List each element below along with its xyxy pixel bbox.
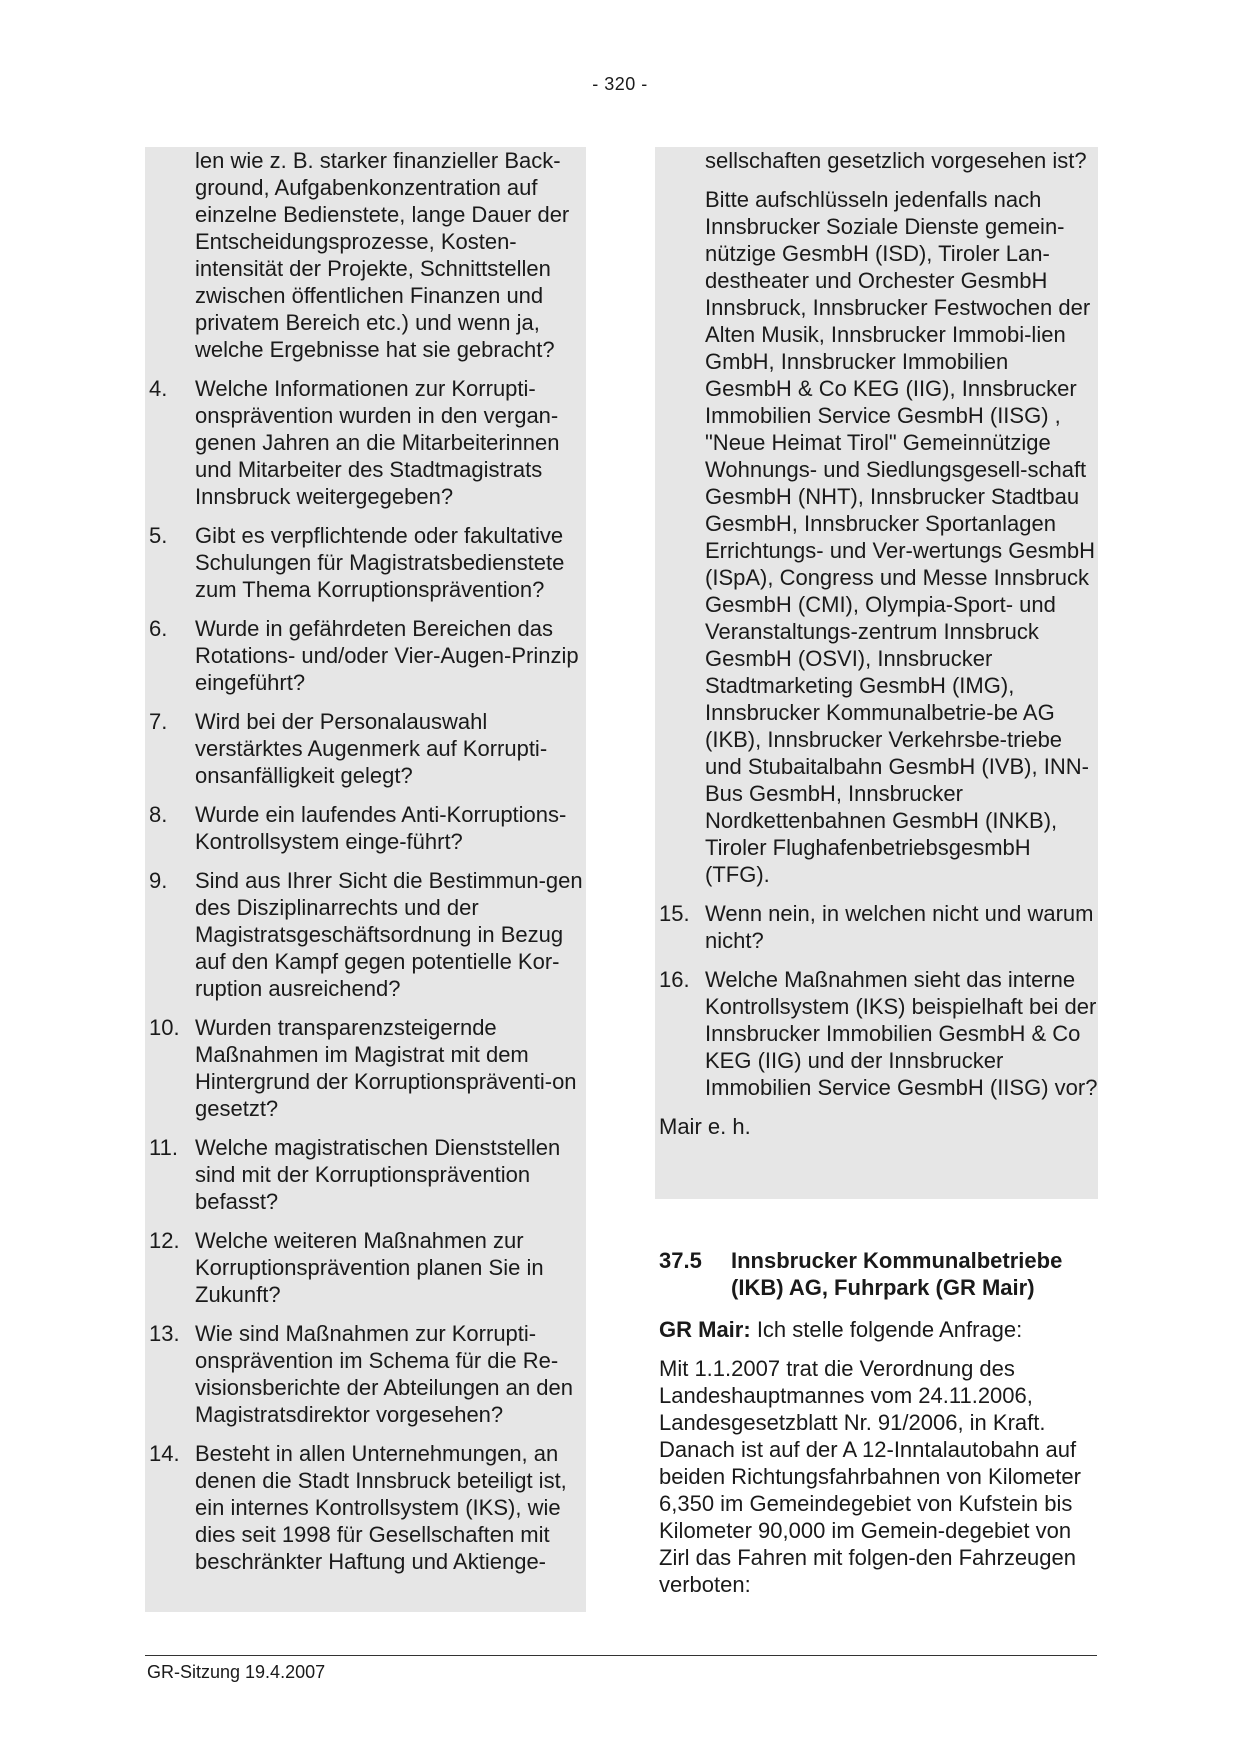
section-heading — [659, 1247, 1099, 1301]
right-column-quote — [655, 147, 1098, 1199]
item-number: 12. — [149, 1228, 180, 1253]
left-column-quote — [145, 147, 586, 1612]
speaker-name: GR Mair: — [659, 1317, 751, 1342]
footer-text: GR-Sitzung 19.4.2007 — [147, 1662, 326, 1682]
item-number: 10. — [149, 1015, 180, 1040]
list-item — [145, 1440, 586, 1575]
continuation-text: len wie z. B. starker finanzieller Back-ground, Aufgabenkonzentration auf einzelne Bedienstete, lange Dauer der Entscheidungsprozesse, Kosten-intensität der Projekte, Schnittstellen zwischen öffentlichen Finanzen und privatem Bereich etc.) und wenn ja, welche Ergebnisse hat sie gebracht? — [195, 148, 570, 362]
breakdown-text: Bitte aufschlüsseln jedenfalls nach Innsbrucker Soziale Dienste gemein-nützige GesmbH (ISD), Tiroler Lan-destheater und Orchester GesmbH Innsbruck, Innsbrucker Festwochen der Alten Musik, Innsbrucker Immobi-lien GmbH, Innsbrucker Immobilien GesmbH & Co KEG (IIG), Innsbrucker Immobilien Service GesmbH (IISG) , "Neue Heimat Tirol" Gemeinnützige Wohnungs- und Siedlungsgesell-schaft GesmbH (NHT), Innsbrucker Stadtbau GesmbH, Innsbrucker Sportanlagen Errichtungs- und Ver-wertungs GesmbH (ISpA), Congress und Messe Innsbruck GesmbH (CMI), Olympia-Sport- und Veranstaltungs-zentrum Innsbruck GesmbH (OSVI), Innsbrucker Stadtmarketing GesmbH (IMG), Innsbrucker Kommunalbetrie-be AG (IKB), Innsbrucker Verkehrsbe-triebe und Stubaitalbahn GesmbH (IVB), INN-Bus GesmbH, Innsbrucker Nordkettenbahnen GesmbH (INKB), Tiroler FlughafenbetriebsgesmbH (TFG). — [705, 187, 1096, 887]
item-number: 4. — [149, 376, 168, 401]
item-number: 8. — [149, 802, 168, 827]
item-number: 5. — [149, 523, 168, 548]
item-text: Wurde in gefährdeten Bereichen das Rotations- und/oder Vier-Augen-Prinzip eingeführt? — [195, 616, 579, 695]
item-number: 11. — [149, 1135, 178, 1160]
item-text: Wurden transparenzsteigernde Maßnahmen im Magistrat mit dem Hintergrund der Korruptionspräventi-on gesetzt? — [195, 1015, 577, 1121]
item-text: Wird bei der Personalauswahl verstärktes Augenmerk auf Korrupti-onsanfälligkeit gelegt? — [195, 709, 548, 788]
item-text: Besteht in allen Unternehmungen, an denen die Stadt Innsbruck beteiligt ist, ein internes Kontrollsystem (IKS), wie dies seit 1998 für Gesellschaften mit beschränkter Haftung und Aktienge- — [195, 1441, 567, 1574]
item-text: Welche magistratischen Dienststellen sind mit der Korruptionsprävention befasst? — [195, 1135, 561, 1214]
body-paragraph: Mit 1.1.2007 trat die Verordnung des Landeshauptmannes vom 24.11.2006, Landesgesetzblatt Nr. 91/2006, in Kraft. Danach ist auf der A 12-Inntalautobahn auf beiden Richtungsfahrbahnen von Kilometer 6,350 im Gemeindegebiet von Kufstein bis Kilometer 90,000 im Gemein-degebiet von Zirl das Fahren mit folgen-den Fahrzeugen verboten: — [659, 1356, 1081, 1597]
item-text: Sind aus Ihrer Sicht die Bestimmun-gen des Disziplinarrechts und der Magistratsgeschäftsordnung in Bezug auf den Kampf gegen potentielle Kor-ruption ausreichend? — [195, 868, 583, 1001]
signature: Mair e. h. — [659, 1114, 751, 1139]
list-item — [145, 1227, 586, 1308]
section-number: 37.5 — [659, 1248, 702, 1273]
item-number: 6. — [149, 616, 168, 641]
list-item — [655, 966, 1098, 1101]
item-number: 7. — [149, 709, 168, 734]
item-text: Wie sind Maßnahmen zur Korrupti-onsprävention im Schema für die Re-visionsberichte der Abteilungen an den Magistratsdirektor vorgesehen? — [195, 1321, 573, 1427]
intro-line — [659, 1316, 1099, 1343]
list-item — [145, 375, 586, 510]
list-item — [145, 708, 586, 789]
list-item — [145, 522, 586, 603]
list-item — [145, 801, 586, 855]
item-number: 13. — [149, 1321, 180, 1346]
item-number: 15. — [659, 901, 690, 926]
item-number: 16. — [659, 967, 690, 992]
footer-divider — [145, 1655, 1097, 1656]
list-item — [145, 1320, 586, 1428]
item-number: 14. — [149, 1441, 180, 1466]
section-title: Innsbrucker Kommunalbetriebe (IKB) AG, Fuhrpark (GR Mair) — [731, 1248, 1063, 1300]
item-text: Wurde ein laufendes Anti-Korruptions-Kontrollsystem einge-führt? — [195, 802, 567, 854]
list-item — [145, 1014, 586, 1122]
item-text: Welche Informationen zur Korrupti-onsprävention wurden in den vergan-genen Jahren an die Mitarbeiterinnen und Mitarbeiter des Stadtmagistrats Innsbruck weitergegeben? — [195, 376, 560, 509]
list-item — [145, 867, 586, 1002]
item-text: Gibt es verpflichtende oder fakultative Schulungen für Magistratsbedienstete zum Thema Korruptionsprävention? — [195, 523, 565, 602]
item-text: Welche weiteren Maßnahmen zur Korruptionsprävention planen Sie in Zukunft? — [195, 1228, 544, 1307]
page-number: - 320 - — [592, 74, 648, 94]
list-item — [655, 900, 1098, 954]
intro-text: Ich stelle folgende Anfrage: — [756, 1317, 1023, 1342]
list-item — [145, 1134, 586, 1215]
list-item — [145, 615, 586, 696]
item-text: Welche Maßnahmen sieht das interne Kontrollsystem (IKS) beispielhaft bei der Innsbrucker Immobilien GesmbH & Co KEG (IIG) und der Innsbrucker Immobilien Service GesmbH (IISG) vor? — [705, 967, 1098, 1100]
item-text: Wenn nein, in welchen nicht und warum nicht? — [705, 901, 1094, 953]
item-number: 9. — [149, 868, 168, 893]
continuation-text: sellschaften gesetzlich vorgesehen ist? — [705, 148, 1087, 173]
